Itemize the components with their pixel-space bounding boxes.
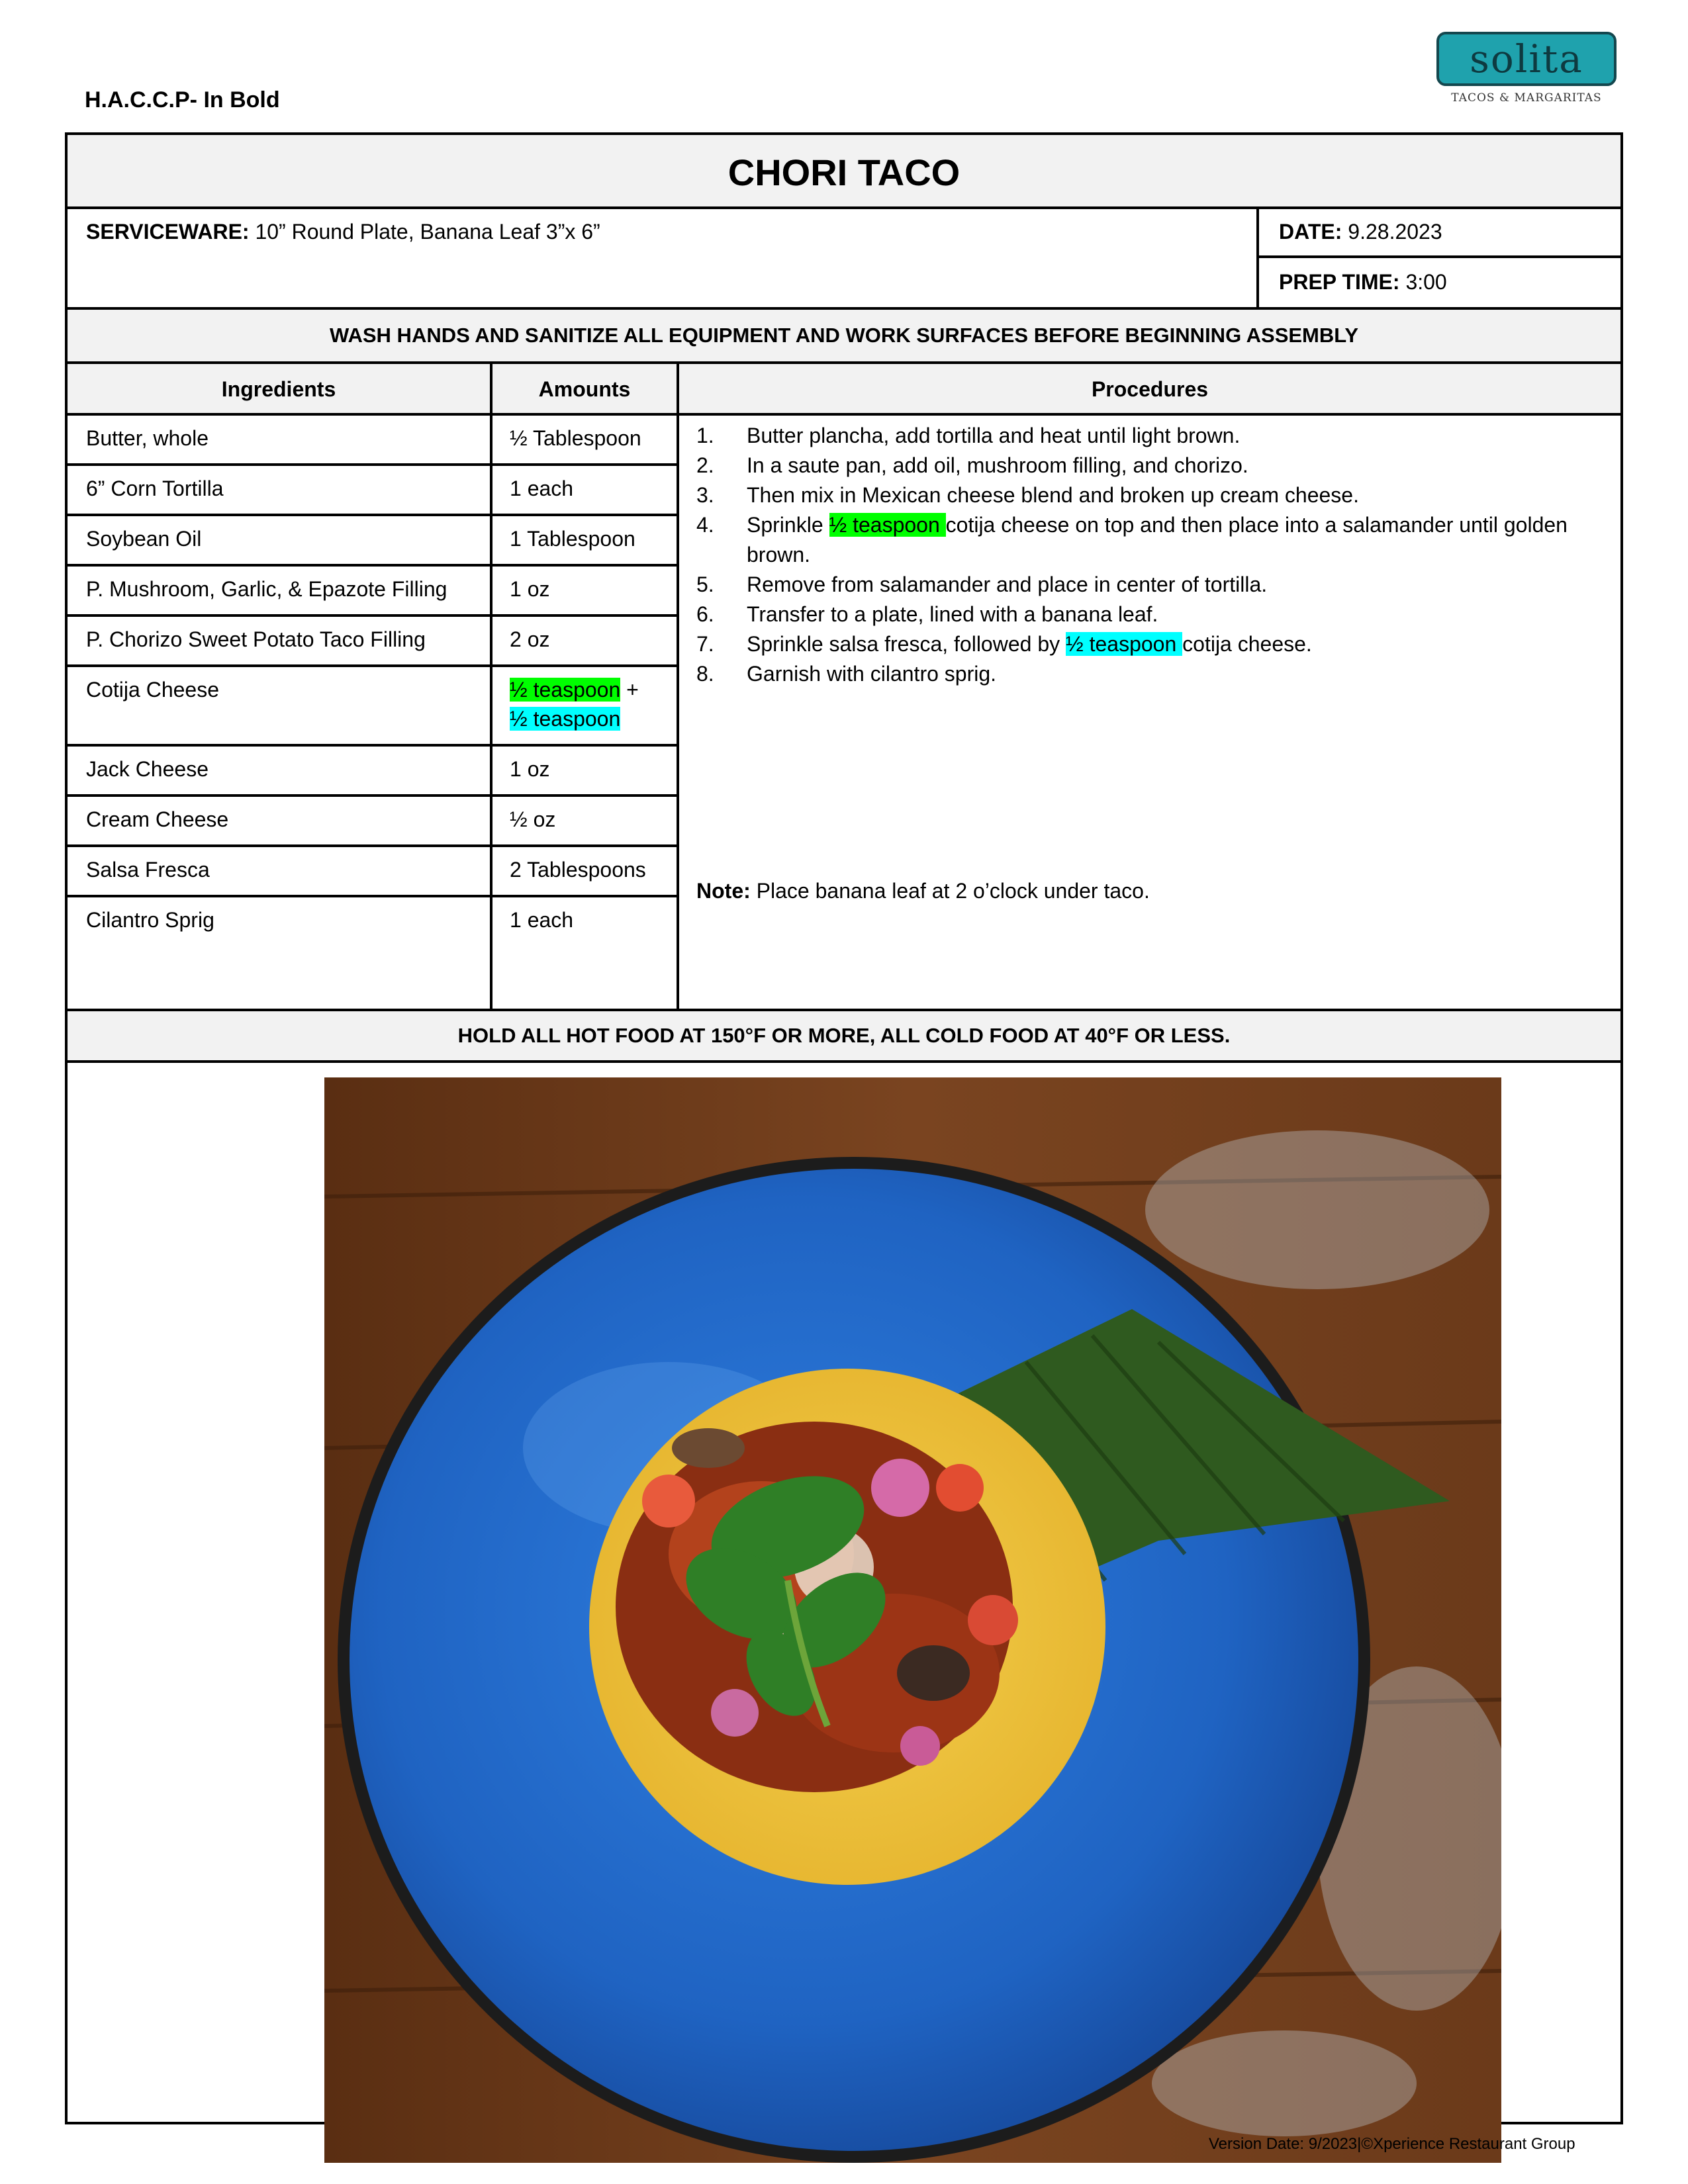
logo-wordmark: solita (1470, 36, 1583, 81)
note-label: Note: (696, 879, 751, 903)
amount-highlight-green: ½ teaspoon (510, 678, 621, 702)
hold-notice: HOLD ALL HOT FOOD AT 150°F OR MORE, ALL COLD FOOD AT 40°F OR LESS. (68, 1011, 1620, 1060)
recipe-title: CHORI TACO (68, 135, 1620, 209)
amounts-header: Amounts (492, 364, 677, 414)
amount-highlight-cyan: ½ teaspoon (510, 707, 621, 731)
ingredient-name: Jack Cheese (86, 757, 209, 781)
ingredient-amount: 1 Tablespoon (510, 527, 635, 551)
ingredient-amount: 1 each (510, 908, 574, 932)
ingredient-name: Cream Cheese (86, 807, 229, 831)
ingredient-amount: ½ Tablespoon (510, 426, 641, 450)
version-footer: Version Date: 9/2023|©Xperience Restaurant Group (1209, 2135, 1575, 2153)
ingredient-name: Butter, whole (86, 426, 209, 450)
serviceware-label: SERVICEWARE: (86, 220, 250, 244)
procedure-step: 4. Sprinkle ½ teaspoon cotija cheese on top and then place into a salamander until golden brown. (696, 513, 1568, 567)
logo-badge (1436, 32, 1617, 86)
ingredient-amount: 2 Tablespoons (510, 858, 646, 882)
ingredient-name: Cilantro Sprig (86, 908, 214, 932)
serviceware (86, 220, 600, 244)
note-text: Place banana leaf at 2 o’clock under taco. (750, 879, 1150, 903)
ingredient-amount-split (510, 675, 675, 733)
ingredient-amount: 1 each (510, 477, 574, 500)
ingredient-amount: 2 oz (510, 627, 550, 651)
recipe-card (65, 132, 1623, 2124)
procedure-step: 8. Garnish with cilantro sprig. (696, 662, 997, 686)
ingredient-amount: 1 oz (510, 577, 550, 601)
ingredient-amount: ½ oz (510, 807, 556, 831)
prep-time-field (1279, 270, 1447, 295)
ingredients-header: Ingredients (68, 364, 490, 414)
ingredient-name: P. Mushroom, Garlic, & Epazote Filling (86, 577, 447, 601)
prep-time-label: PREP TIME: (1279, 270, 1400, 294)
ingredient-name: Salsa Fresca (86, 858, 210, 882)
amount-plus: + (620, 678, 639, 702)
haccp-note: H.A.C.C.P- In Bold (85, 87, 280, 113)
procedures-header: Procedures (679, 364, 1620, 414)
procedure-step: 5. Remove from salamander and place in center of tortilla. (696, 572, 1268, 596)
ingredient-name: P. Chorizo Sweet Potato Taco Filling (86, 627, 426, 651)
procedure-step: 6. Transfer to a plate, lined with a banana leaf. (696, 602, 1158, 626)
ingredient-name: Soybean Oil (86, 527, 202, 551)
serviceware-value: 10” Round Plate, Banana Leaf 3”x 6” (249, 220, 600, 244)
procedure-list (696, 421, 1610, 689)
date-value: 9.28.2023 (1342, 220, 1442, 244)
step-highlight-green: ½ teaspoon (829, 513, 946, 537)
procedure-step: 7. Sprinkle salsa fresca, followed by ½ teaspoon cotija cheese. (696, 632, 1312, 656)
date-field (1279, 220, 1442, 244)
procedure-step: 1. Butter plancha, add tortilla and heat until light brown. (696, 424, 1241, 447)
solita-logo (1436, 32, 1617, 111)
ingredient-amount: 1 oz (510, 757, 550, 781)
ingredient-name: Cotija Cheese (86, 678, 219, 702)
prep-time-value: 3:00 (1399, 270, 1447, 294)
procedure-step: 2. In a saute pan, add oil, mushroom filling, and chorizo. (696, 453, 1248, 477)
step-highlight-cyan: ½ teaspoon (1066, 632, 1183, 656)
logo-tagline: TACOS & MARGARITAS (1451, 91, 1602, 105)
procedure-note (696, 879, 1150, 903)
ingredient-name: 6” Corn Tortilla (86, 477, 224, 500)
wash-notice: WASH HANDS AND SANITIZE ALL EQUIPMENT AND WORK SURFACES BEFORE BEGINNING ASSEMBLY (68, 310, 1620, 361)
date-label: DATE: (1279, 220, 1342, 244)
procedure-step: 3. Then mix in Mexican cheese blend and broken up cream cheese. (696, 483, 1359, 507)
taco-photo (324, 1077, 1501, 2163)
